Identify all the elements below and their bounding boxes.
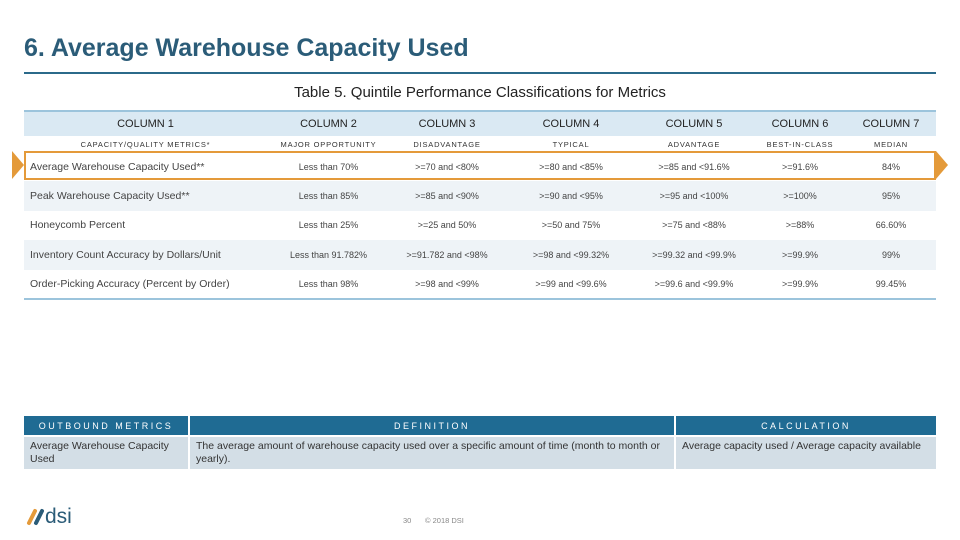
table-cell: 84%: [881, 161, 900, 172]
table-header-row: [24, 111, 936, 136]
table-cell: >=80 and <85%: [539, 161, 603, 172]
table-cell: >=90 and <95%: [508, 181, 634, 210]
table-cell: Inventory Count Accuracy by Dollars/Unit: [24, 240, 271, 269]
table-cell: Less than 85%: [271, 181, 386, 210]
dsi-logo: [26, 502, 92, 528]
column-header: COLUMN 1: [24, 111, 271, 136]
table-cell: >=95 and <100%: [634, 181, 754, 210]
table-cell: Less than 91.782%: [271, 240, 386, 269]
quintile-table: [24, 110, 936, 300]
table-cell: 66.60%: [875, 220, 907, 231]
page-title: 6. Average Warehouse Capacity Used: [24, 34, 469, 62]
table-row: [24, 211, 936, 240]
definition-metric-name: Average Warehouse Capacity Used: [24, 437, 188, 469]
table-cell: Less than 70%: [298, 161, 359, 172]
table-subheader-row: [24, 136, 936, 152]
table-cell: >=98 and <99.32%: [508, 240, 634, 269]
table-cell: >=88%: [785, 220, 815, 231]
table-cell: 95%: [846, 181, 936, 210]
table-cell: >=98 and <99%: [386, 270, 508, 299]
column-subheader: ADVANTAGE: [667, 139, 721, 149]
highlight-arrow-right-icon: [936, 151, 948, 179]
table-cell: >=70 and <80%: [415, 161, 479, 172]
table-cell: >=99.9%: [754, 240, 846, 269]
table-cell: >=99 and <99.6%: [508, 270, 634, 299]
table-row: [24, 270, 936, 299]
table-cell: Order-Picking Accuracy (Percent by Order): [24, 270, 271, 299]
table-cell: >=99.6 and <99.9%: [634, 270, 754, 299]
table-cell: Less than 98%: [271, 270, 386, 299]
definition-header-metrics: OUTBOUND METRICS: [24, 416, 188, 435]
table-cell: >=91.782 and <98%: [386, 240, 508, 269]
title-divider: [24, 72, 936, 74]
column-subheader: BEST-IN-CLASS: [766, 139, 834, 149]
column-subheader: MAJOR OPPORTUNITY: [280, 139, 377, 149]
definition-header-definition: DEFINITION: [190, 416, 674, 435]
table-cell: >=91.6%: [781, 161, 819, 172]
copyright-text: © 2018 DSI: [425, 516, 464, 525]
table-cell: Less than 25%: [298, 220, 359, 231]
column-header: COLUMN 3: [386, 111, 508, 136]
column-subheader: MEDIAN: [874, 139, 908, 149]
logo-text: dsi: [45, 505, 72, 528]
table-cell: >=85 and <91.6%: [658, 161, 730, 172]
table-cell: Honeycomb Percent: [30, 219, 126, 232]
table-cell: >=99.9%: [754, 270, 846, 299]
column-header: COLUMN 5: [634, 111, 754, 136]
table-cell: Peak Warehouse Capacity Used**: [24, 181, 271, 210]
column-header: COLUMN 4: [508, 111, 634, 136]
definition-calculation: Average capacity used / Average capacity available: [676, 437, 936, 469]
column-subheader: TYPICAL: [552, 139, 590, 149]
column-header: COLUMN 2: [271, 111, 386, 136]
table-cell: >=100%: [754, 181, 846, 210]
highlight-arrow-left-icon: [12, 151, 24, 179]
definition-text: The average amount of warehouse capacity used over a specific amount of time (month to month or yearly).: [190, 437, 674, 469]
table-cell: >=99.32 and <99.9%: [634, 240, 754, 269]
column-subheader: CAPACITY/QUALITY METRICS*: [80, 139, 211, 149]
column-subheader: DISADVANTAGE: [413, 139, 481, 149]
column-header: COLUMN 6: [754, 111, 846, 136]
definition-header-calculation: CALCULATION: [676, 416, 936, 435]
table-cell: >=25 and 50%: [417, 220, 477, 231]
table-cell: 99.45%: [846, 270, 936, 299]
table-caption: Table 5. Quintile Performance Classifications for Metrics: [294, 84, 666, 101]
table-cell: >=85 and <90%: [386, 181, 508, 210]
table-cell: >=50 and 75%: [541, 220, 601, 231]
column-header: COLUMN 7: [846, 111, 936, 136]
table-cell: 99%: [846, 240, 936, 269]
table-row: [24, 181, 936, 210]
row-highlight-frame: [24, 151, 936, 180]
table-cell: Average Warehouse Capacity Used**: [30, 160, 205, 173]
table-cell: >=75 and <88%: [662, 220, 726, 231]
page-number: 30: [403, 516, 412, 525]
table-row: [24, 240, 936, 269]
